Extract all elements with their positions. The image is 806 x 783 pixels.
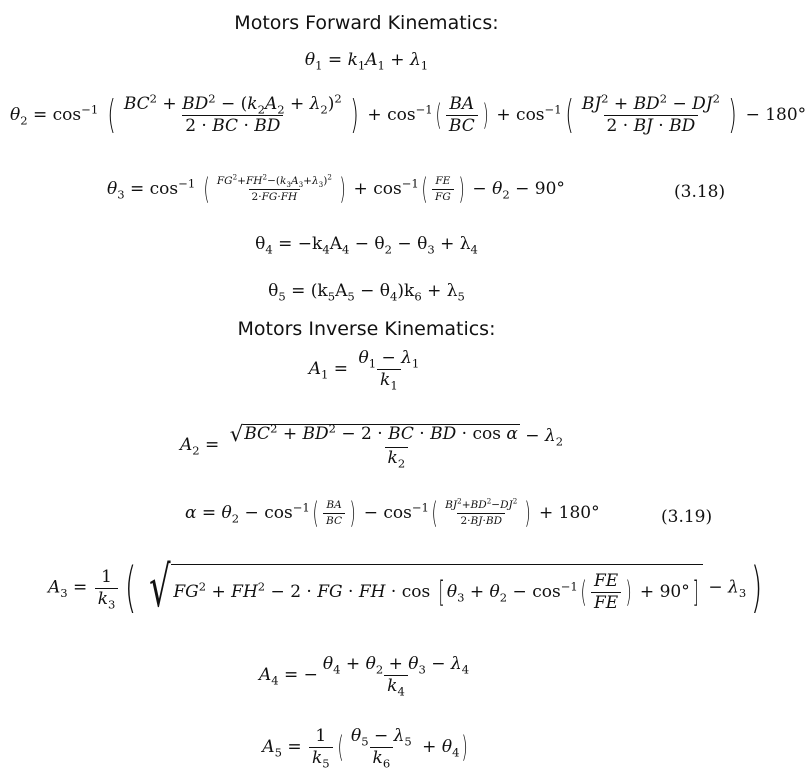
equation-a5: $A_5$ = $\frac{1}{k_5}$ ( $\frac{\theta_5 - \lambda_5}{k_6}$ + $\theta_4$): [262, 726, 469, 771]
equation-a1: $A_1$ = $\frac{\theta_1 - \lambda_1}{k_1}$: [308, 348, 420, 393]
equation-a4: $A_4$ = − $\frac{\theta_4 + \theta_2 + \theta_3 - \lambda_4}{k_4}$: [258, 654, 470, 699]
forward-kinematics-title: Motors Forward Kinematics:: [234, 12, 499, 34]
equation-a3: $A_3$ = $\frac{1}{k_3}$ ( √ $FG^2 + FH^2 - 2$ · FG · FH · cos [ $\theta_3 + \theta_2 - \cos^{-1}$( $\frac{FE}{FE}$ ) + $90^\circ] - \lambda_3$): [48, 555, 763, 620]
equation-theta3: $\theta_3 = \cos^{-1}$ ( $\frac{FG^2+FH^2-(k_3A_3+\lambda_3)^2}{2\cdot FG\cdot FH}$ ) + $\cos^{-1}$( $\frac{FE}{FG}$ ) − $\theta_2 - 90^\circ$: [107, 172, 565, 206]
equation-theta5: $\theta_5 = (k_5A_5 - \theta_4)k_6 + \lambda_5$: [268, 281, 465, 304]
equation-number-inverse: (3.19): [661, 507, 713, 527]
equation-theta4: $\theta_4 = -k_4A_4 - \theta_2 - \theta_3 + \lambda_4$: [255, 234, 478, 257]
equation-theta2: $\theta_2 = \cos^{-1}$ ( $\frac{BC^2 + BD^2 - (k_2A_2 + \lambda_2)^2}{2 \cdot BC \cdot BD}$ ) + $\cos^{-1}$( $\frac{BA}{BC}$ ) + $\cos^{-1}$( $\frac{BJ^2 + BD^2 - DJ^2}{2 \cdot BJ \cdot BD}$ ) − 180°: [10, 91, 806, 138]
equation-theta1: $\theta_1 = k_1A_1 + \lambda_1$: [304, 50, 429, 73]
equation-alpha: $\alpha = \theta_2 - \cos^{-1}$( $\frac{BA}{BC}$ ) − $\cos^{-1}$( $\frac{BJ^2+BD^2-DJ^2}{2\cdot BJ\cdot BD}$ ) + 180°: [185, 496, 600, 530]
inverse-kinematics-title: Motors Inverse Kinematics:: [237, 318, 496, 340]
equation-a2: $A_2$ = √ $BC^2 + BD^2 - 2$ · BC · BD · cos α − $\lambda_2$ $k_2$: [180, 421, 564, 471]
equation-number-forward: (3.18): [674, 182, 726, 202]
